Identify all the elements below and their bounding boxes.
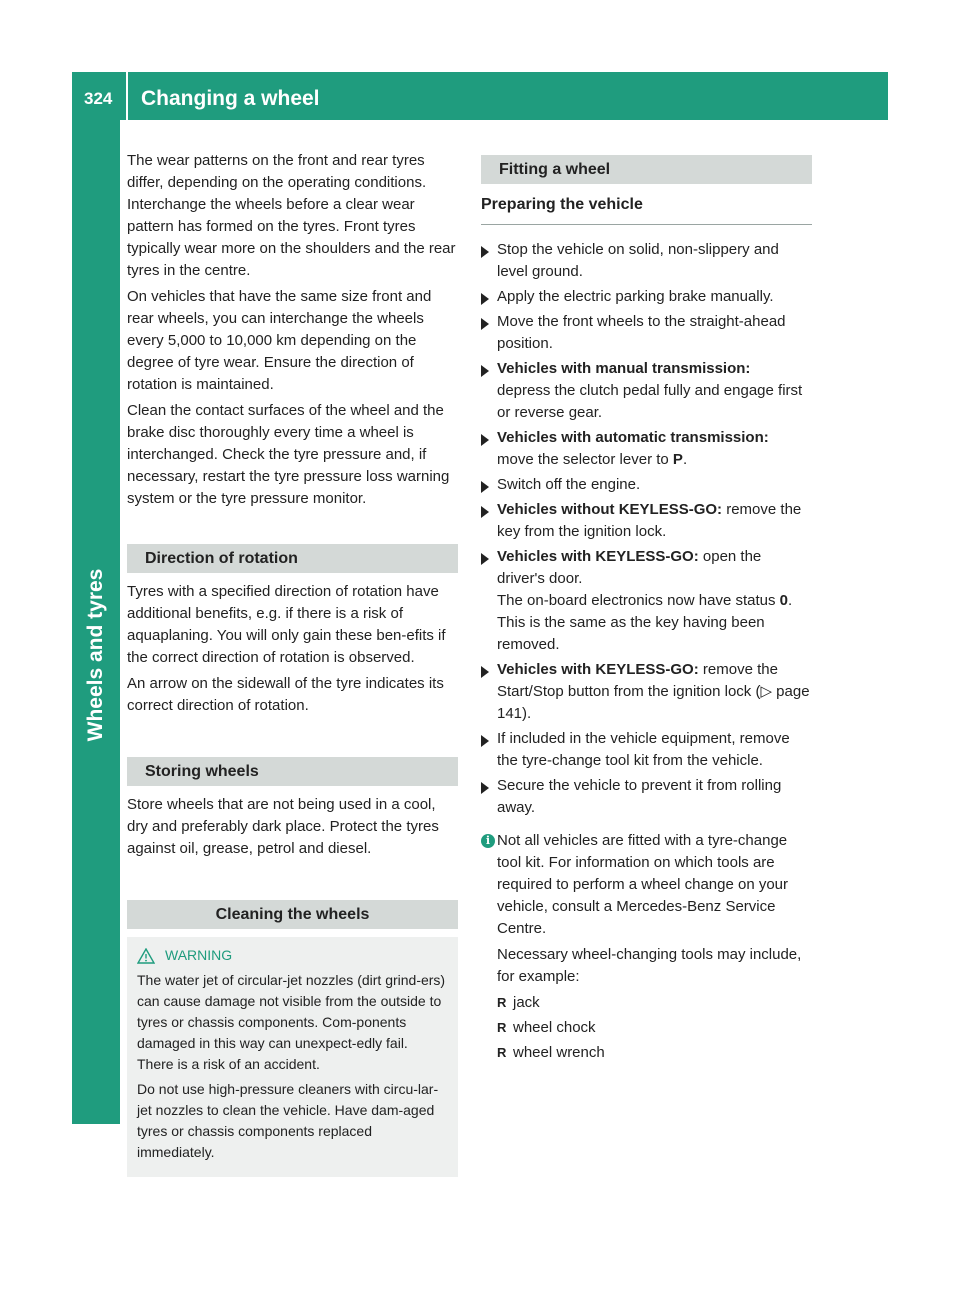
section-heading-cleaning: Cleaning the wheels <box>127 900 458 929</box>
warning-title <box>137 945 448 966</box>
warning-paragraph-1: The water jet of circular-jet nozzles (dirt grind-ers) can cause damage not visible from the outside to tyres or chassis components. Com-ponents damaged in this way can unexpect-edly fail. There is a risk of an accident. <box>137 972 446 1072</box>
list-item: R jack <box>497 992 812 1014</box>
tool-list <box>497 992 812 1064</box>
page-reference-link[interactable]: (▷ page 141). <box>497 683 810 722</box>
info-note <box>481 830 812 1064</box>
warning-triangle-icon <box>137 948 155 964</box>
step-arrow-icon <box>481 666 489 678</box>
section-heading-fitting: Fitting a wheel <box>481 155 812 184</box>
warning-box <box>127 937 458 1177</box>
page-number: 324 <box>84 89 113 108</box>
step-7: Vehicles without KEYLESS-GO: remove the key from the ignition lock. <box>481 499 812 543</box>
intro-paragraph-1: The wear patterns on the front and rear tyres differ, depending on the operating conditions. Interchange the wheels before a clear wear pattern has formed on the tyres. Front tyres typically wear more on the shoulders and the rear tyres in the centre. <box>127 152 456 279</box>
step-2: Apply the electric parking brake manually. <box>481 286 812 308</box>
warning-paragraph-2: Do not use high-pressure cleaners with circu-lar-jet nozzles to clean the vehicle. Have dam-aged tyres or chassis components replaced immediately. <box>137 1081 439 1160</box>
step-arrow-icon <box>481 782 489 794</box>
side-tab-label-wrap <box>72 560 120 750</box>
step-arrow-icon <box>481 293 489 305</box>
list-item: R wheel wrench <box>497 1042 812 1064</box>
step-8: Vehicles with KEYLESS-GO: open the driver's door. The on-board electronics now have status 0. This is the same as the key having been removed. <box>481 546 812 656</box>
left-column <box>127 150 458 1177</box>
info-paragraph-1: Not all vehicles are fitted with a tyre-change tool kit. For information on which tools are required to perform a wheel change on your vehicle, consult a Mercedes-Benz Service Centre. <box>497 832 789 937</box>
side-tab-label: Wheels and tyres <box>84 568 107 742</box>
direction-paragraph-1: Tyres with a specified direction of rotation have additional benefits, e.g. if there is a risk of aquaplaning. You will only gain these ben-efits if the correct direction of rotation is observed. <box>127 583 446 666</box>
info-icon <box>481 834 495 848</box>
step-arrow-icon <box>481 506 489 518</box>
sub-heading-preparing: Preparing the vehicle <box>481 184 812 225</box>
step-9: Vehicles with KEYLESS-GO: remove the Start/Stop button from the ignition lock (▷ page 141). <box>481 659 812 725</box>
step-1: Stop the vehicle on solid, non-slippery and level ground. <box>481 239 812 283</box>
right-column <box>481 155 812 1067</box>
header-divider <box>126 72 128 120</box>
step-5: Vehicles with automatic transmission: move the selector lever to P. <box>481 427 812 471</box>
step-arrow-icon <box>481 318 489 330</box>
intro-paragraph-3: Clean the contact surfaces of the wheel and the brake disc thoroughly every time a wheel is interchanged. Check the tyre pressure and, if necessary, restart the tyre pressure loss warning system or the tyre pressure monitor. <box>127 402 450 507</box>
section-heading-storing: Storing wheels <box>127 757 458 786</box>
info-paragraph-2: Necessary wheel-changing tools may include, for example: <box>497 946 802 985</box>
intro-paragraph-2: On vehicles that have the same size front and rear wheels, you can interchange the wheels every 5,000 to 10,000 km depending on the degree of tyre wear. Ensure the direction of rotation is maintained. <box>127 288 432 393</box>
list-item: R wheel chock <box>497 1017 812 1039</box>
page-title: Changing a wheel <box>141 87 320 110</box>
step-11: Secure the vehicle to prevent it from rolling away. <box>481 775 812 819</box>
warning-label: WARNING <box>165 947 233 963</box>
step-arrow-icon <box>481 481 489 493</box>
step-3: Move the front wheels to the straight-ahead position. <box>481 311 812 355</box>
direction-paragraph-2: An arrow on the sidewall of the tyre indicates its correct direction of rotation. <box>127 675 444 714</box>
step-arrow-icon <box>481 735 489 747</box>
step-arrow-icon <box>481 553 489 565</box>
step-arrow-icon <box>481 434 489 446</box>
step-arrow-icon <box>481 365 489 377</box>
step-10: If included in the vehicle equipment, remove the tyre-change tool kit from the vehicle. <box>481 728 812 772</box>
step-arrow-icon <box>481 246 489 258</box>
storing-paragraph: Store wheels that are not being used in a cool, dry and preferably dark place. Protect the tyres against oil, grease, petrol and diesel. <box>127 796 439 857</box>
section-heading-direction: Direction of rotation <box>127 544 458 573</box>
step-6: Switch off the engine. <box>481 474 812 496</box>
step-4: Vehicles with manual transmission: depress the clutch pedal fully and engage first or reverse gear. <box>481 358 812 424</box>
